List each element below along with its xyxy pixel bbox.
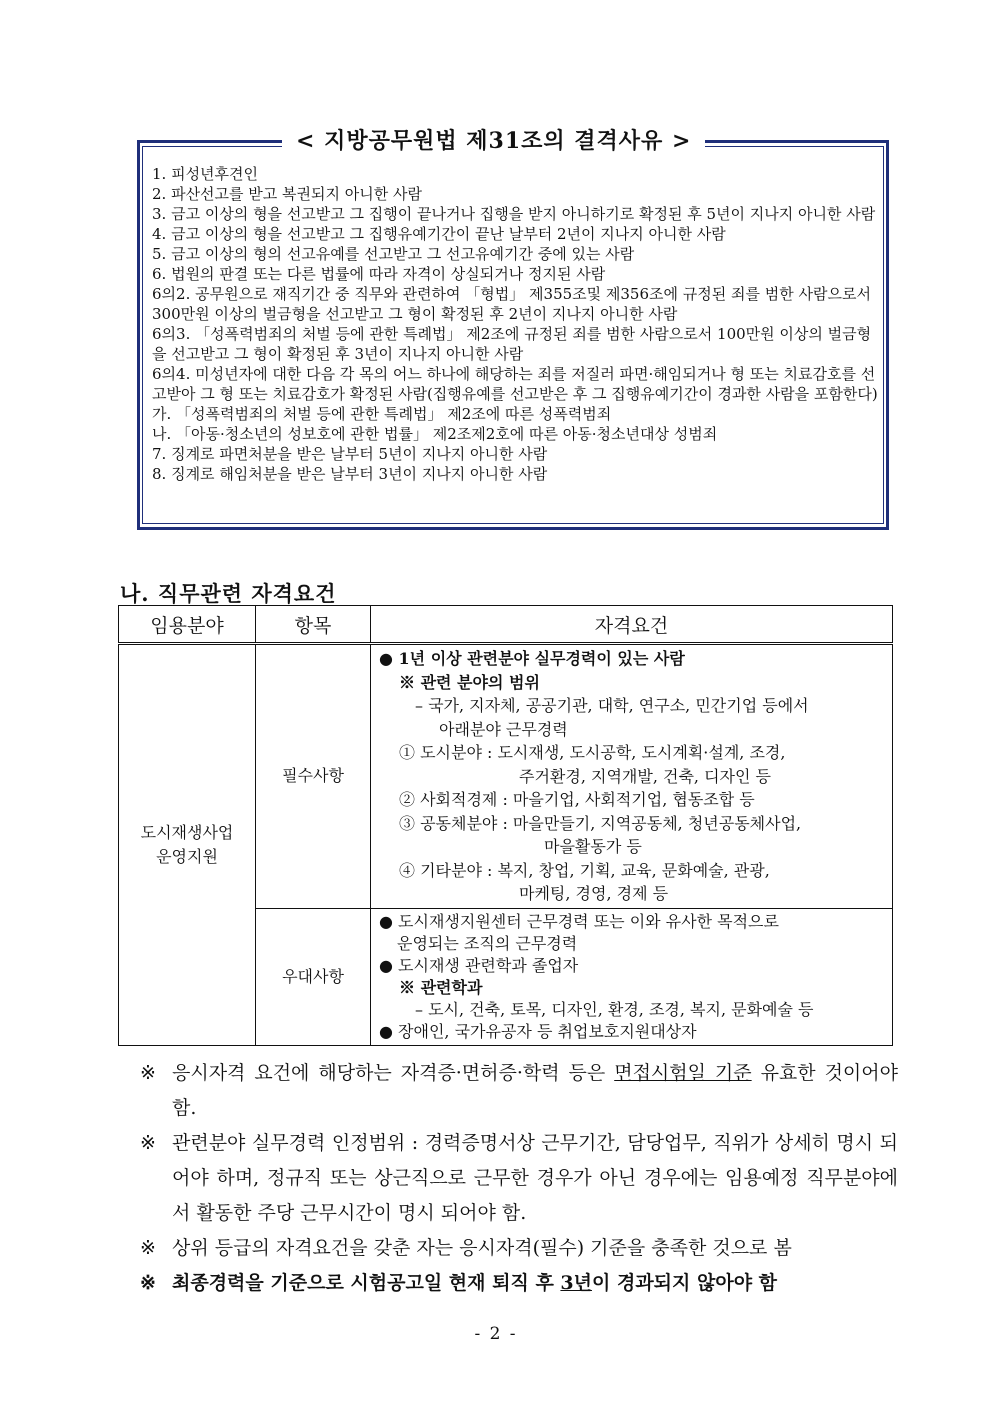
field-category: ② 사회적경제 : 마을기업, 사회적기업, 협동조합 등 — [399, 790, 755, 809]
scope-title: ※ 관련 분야의 범위 — [399, 672, 540, 692]
preferred-label-cell: 우대사항 — [256, 908, 371, 1045]
list-item: 8. 징계로 해임처분을 받은 날부터 3년이 지나지 아니한 사람 — [152, 465, 548, 483]
preferred-item-cont: 운영되는 조직의 근무경력 — [397, 933, 578, 953]
note-mark: ※ — [140, 1272, 156, 1294]
list-item: 5. 금고 이상의 형의 선고유예를 선고받고 그 선고유예기간 중에 있는 사람 — [152, 245, 635, 263]
preferred-item: ● 도시재생지원센터 근무경력 또는 이와 유사한 목적으로 — [379, 911, 779, 931]
underlined-text: 3년 — [560, 1272, 592, 1294]
table-row — [119, 644, 893, 909]
field-line: 도시재생사업 — [140, 822, 234, 842]
notes — [140, 1056, 898, 1301]
field-category: ① 도시분야 : 도시재생, 도시공학, 도시계획·설계, 조경, — [399, 743, 786, 762]
list-item: 1. 피성년후견인 — [152, 165, 259, 183]
required-label-cell: 필수사항 — [256, 644, 371, 909]
note-item: ※ 응시자격 요건에 해당하는 자격증·면허증·학력 등은 면접시험일 기준 유효한 것이어야 함. — [140, 1056, 898, 1126]
disqualification-list — [152, 164, 880, 484]
table-header-row — [119, 606, 893, 644]
note-item: ※ 상위 등급의 자격요건을 갖춘 자는 응시자격(필수) 기준을 충족한 것으로 봄 — [140, 1231, 898, 1266]
note-mark: ※ — [140, 1132, 156, 1154]
underlined-text: 면접시험일 기준 — [614, 1062, 752, 1084]
field-category: ④ 기타분야 : 복지, 창업, 기획, 교육, 문화예술, 관광, — [399, 860, 770, 880]
section-title: 나. 직무관련 자격요건 — [120, 581, 337, 606]
list-item: 6. 법원의 판결 또는 다른 법률에 따라 자격이 상실되거나 정지된 사람 — [152, 265, 606, 283]
field-category: ③ 공동체분야 : 마을만들기, 지역공동체, 청년공동체사업, — [399, 813, 802, 833]
field-category-cont: 주거환경, 지역개발, 건축, 디자인 등 — [519, 766, 771, 786]
preferred-item: ● 도시재생 관련학과 졸업자 — [379, 955, 579, 975]
required-main: ● 1년 이상 관련분야 실무경력이 있는 사람 — [379, 649, 685, 668]
header-field: 임용분야 — [119, 606, 256, 644]
field-category-cont: 마을활동가 등 — [544, 837, 642, 856]
list-item: 나. 「아동·청소년의 성보호에 관한 법률」 제2조제2호에 따른 아동·청소년대상 성범죄 — [152, 425, 718, 443]
page-number: - 2 - — [474, 1324, 518, 1344]
field-category-cont: 마케팅, 경영, 경제 등 — [519, 884, 669, 903]
note-item: ※ 관련분야 실무경력 인정범위 : 경력증명서상 근무기간, 담당업무, 직위가 상세히 명시 되어야 하며, 정규직 또는 상근직으로 근무한 경우가 아닌 경우에는 임용예정 직무분야에서 활동한 주당 근무시간이 명시 되어야 함. — [140, 1126, 898, 1231]
scope-line: – 국가, 지자체, 공공기관, 대학, 연구소, 민간기업 등에서 — [415, 696, 809, 715]
dept-title: ※ 관련학과 — [399, 977, 483, 997]
list-item: 4. 금고 이상의 형을 선고받고 그 집행유예기간이 끝난 날부터 2년이 지나지 아니한 사람 — [152, 225, 726, 243]
header-requirements: 자격요건 — [371, 606, 893, 644]
header-item: 항목 — [256, 606, 371, 644]
box-title: < 지방공무원법 제31조의 결격사유 > — [282, 124, 705, 158]
list-item: 6의2. 공무원으로 재직기간 중 직무와 관련하여 「형법」 제355조및 제356조에 규정된 죄를 범한 사람으로서 300만원 이상의 벌금형을 선고받고 그 형이 확정된 후 2년이 지나지 아니한 사람 — [152, 285, 871, 323]
dept-list: – 도시, 건축, 토목, 디자인, 환경, 조경, 복지, 문화예술 등 — [415, 999, 814, 1019]
note-mark: ※ — [140, 1237, 156, 1259]
list-item: 6의3. 「성폭력범죄의 처벌 등에 관한 특례법」 제2조에 규정된 죄를 범한 사람으로서 100만원 이상의 벌금형을 선고받고 그 형이 확정된 후 3년이 지나지 아니한 사람 — [152, 325, 872, 363]
preferred-item: ● 장애인, 국가유공자 등 취업보호지원대상자 — [379, 1021, 697, 1041]
note-item: ※ 최종경력을 기준으로 시험공고일 현재 퇴직 후 3년이 경과되지 않아야 함 — [140, 1266, 898, 1301]
list-item: 가. 「성폭력범죄의 처벌 등에 관한 특례법」 제2조에 따른 성폭력범죄 — [152, 405, 612, 423]
list-item: 6의4. 미성년자에 대한 다음 각 목의 어느 하나에 해당하는 죄를 저질러 파면·해임되거나 형 또는 치료감호를 선고받아 그 형 또는 치료감호가 확정된 사람(집행유예를 선고받은 후 그 집행유예기간이 경과한 사람을 포함한다) — [152, 365, 878, 403]
scope-line: 아래분야 근무경력 — [439, 719, 568, 739]
field-line: 운영지원 — [156, 846, 218, 866]
required-detail-cell — [371, 644, 893, 909]
list-item: 7. 징계로 파면처분을 받은 날부터 5년이 지나지 아니한 사람 — [152, 445, 548, 463]
list-item: 2. 파산선고를 받고 복권되지 아니한 사람 — [152, 185, 422, 203]
note-mark: ※ — [140, 1062, 156, 1084]
field-cell — [119, 644, 256, 1046]
list-item: 3. 금고 이상의 형을 선고받고 그 집행이 끝나거나 집행을 받지 아니하기로 확정된 후 5년이 지나지 아니한 사람 — [152, 205, 876, 223]
preferred-detail-cell — [371, 908, 893, 1045]
requirements-table — [118, 605, 893, 1046]
